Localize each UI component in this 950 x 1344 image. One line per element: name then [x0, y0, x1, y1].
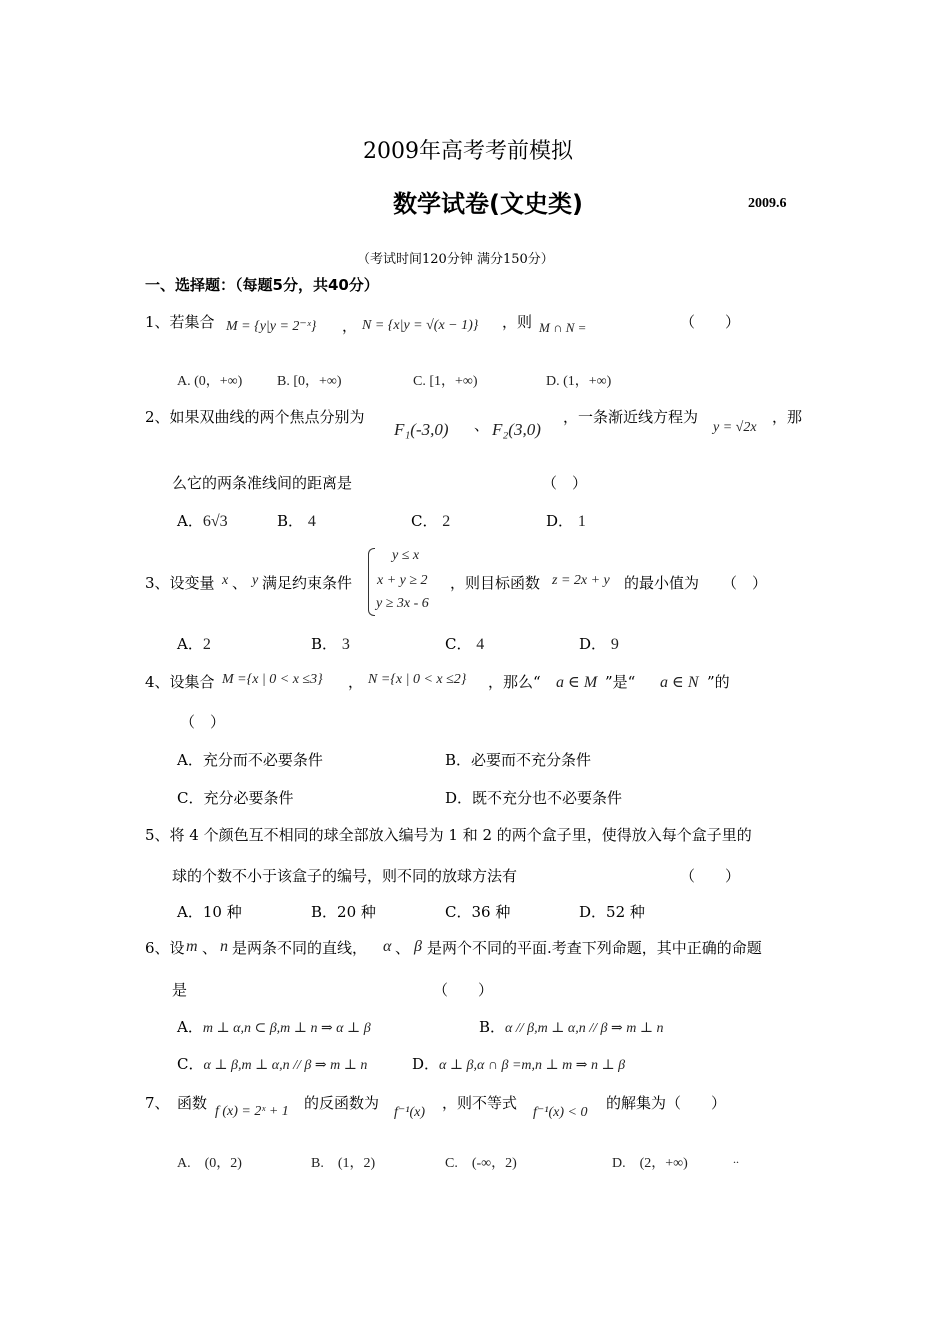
option-letter: A．: [177, 512, 203, 530]
q6-option-a[interactable]: [177, 1016, 371, 1037]
option-value: α ⊥ β,α ∩ β =m,n ⊥ m ⇒ n ⊥ β: [439, 1058, 626, 1073]
q3-paren: （ ）: [722, 574, 768, 592]
q7-post: 的解集为（ ）: [606, 1094, 727, 1112]
q1-option-a[interactable]: [177, 370, 242, 390]
q4-mid3: ”的: [707, 673, 730, 691]
q3-var-y: y: [252, 573, 259, 588]
q5-text: 5、将 4 个颜色互不相同的球全部放入编号为 1 和 2 的两个盒子里，使得放入每个盒子里的: [145, 826, 752, 844]
q4-a-in-m: a ∈ M: [556, 674, 598, 691]
q4-set-n: N ={x | 0 < x ≤2}: [368, 672, 467, 687]
q6-post: 是两个不同的平面.考查下列命题，其中正确的命题: [427, 939, 762, 957]
q6-paren: （ ）: [433, 981, 494, 999]
option-letter: D．: [579, 635, 607, 653]
q2-f1: F₁(-3,0): [394, 420, 449, 439]
q2-text-line2: 么它的两条准线间的距离是: [172, 474, 353, 492]
q1-set-m: M = {y|y = 2⁻ˣ}: [226, 319, 317, 334]
option-value: 6√3: [202, 513, 228, 530]
q6-option-d[interactable]: [412, 1053, 625, 1074]
option-letter: B.: [277, 374, 290, 389]
q6-var-m: m: [186, 938, 198, 955]
q2-sep: 、: [474, 416, 490, 434]
option-letter: C．: [411, 512, 438, 530]
q7-option-b[interactable]: B. (1，2): [311, 1156, 376, 1171]
option-letter: D．: [412, 1055, 440, 1073]
q3-option-d[interactable]: [579, 633, 619, 654]
option-value: α ⊥ β,m ⊥ α,n // β ⇒ m ⊥ n: [203, 1058, 368, 1073]
q6-mid: 是两条不同的直线，: [232, 939, 368, 957]
q7-option-d[interactable]: D. (2，+∞): [612, 1156, 688, 1171]
q3-option-b[interactable]: [311, 633, 350, 654]
q5-option-d[interactable]: D．52 种: [579, 903, 645, 921]
q6-beta: β: [414, 938, 422, 955]
q1-then: ，则: [502, 313, 533, 331]
q4-option-b[interactable]: B．必要而不充分条件: [445, 751, 592, 769]
q6-alpha: α: [383, 938, 392, 955]
q3-option-c[interactable]: [445, 633, 484, 654]
q3-constraint-3: y ≥ 3x - 6: [376, 596, 429, 611]
q4-option-a[interactable]: A．充分而不必要条件: [177, 751, 323, 769]
q2-text-b: ，一条渐近线方程为: [563, 408, 699, 426]
q3-post2: 的最小值为: [624, 574, 700, 592]
q7-trail: ..: [733, 1152, 739, 1166]
q6-text: 6、设: [145, 939, 185, 957]
option-letter: A．: [177, 635, 203, 653]
q5-option-c[interactable]: C．36 种: [445, 903, 511, 921]
exam-subtitle: 数学试卷(文史类): [393, 190, 583, 218]
q6-c2: 、: [395, 939, 411, 957]
exam-note: （考试时间120分钟 满分150分）: [357, 252, 554, 267]
q2-text-c: ，那: [772, 408, 803, 426]
q2-option-d[interactable]: [546, 510, 586, 531]
q4-mid2: ”是“: [605, 673, 636, 691]
option-value: [1，+∞): [429, 374, 478, 389]
option-letter: A.: [177, 374, 191, 389]
q2-option-a[interactable]: [177, 510, 228, 531]
q1-text: 1、若集合: [145, 313, 215, 331]
q2-option-c[interactable]: [411, 510, 450, 531]
q1-set-n: N = {x|y = √(x − 1)}: [362, 318, 479, 333]
q2-text: 2、如果双曲线的两个焦点分别为: [145, 408, 365, 426]
q7-mid1: 的反函数为: [304, 1094, 380, 1112]
option-letter: C．: [177, 1055, 204, 1073]
q5-option-a[interactable]: A．10 种: [177, 903, 242, 921]
option-letter: D.: [546, 374, 560, 389]
section-heading: 一、选择题：（每题5分，共40分）: [145, 276, 379, 294]
q6-var-n: n: [220, 938, 228, 955]
q7-function: f (x) = 2ˣ + 1: [215, 1104, 289, 1119]
q4-option-c[interactable]: C．充分必要条件: [177, 789, 294, 807]
option-letter: B．: [311, 635, 338, 653]
option-value: 2: [202, 636, 211, 653]
q4-a-in-n: a ∈ N: [660, 674, 699, 691]
q4-mid1: ，那么“: [488, 673, 541, 691]
q1-option-c[interactable]: [413, 370, 478, 390]
option-letter: B．: [479, 1018, 506, 1036]
option-value: 1: [577, 513, 586, 530]
q2-paren: （ ）: [542, 474, 588, 492]
q4-text: 4、设集合: [145, 673, 215, 691]
q2-asymptote: y = √2x: [713, 420, 757, 435]
q7-inequality: f⁻¹(x) < 0: [533, 1105, 588, 1120]
q2-option-b[interactable]: [277, 510, 316, 531]
option-value: 2: [442, 513, 451, 530]
option-value: (0，+∞): [194, 374, 243, 389]
option-value: 3: [341, 636, 350, 653]
q3-constraint-1: y ≤ x: [392, 548, 420, 563]
q7-inverse: f⁻¹(x): [394, 1105, 426, 1120]
exam-date: 2009.6: [748, 196, 787, 211]
option-value: m ⊥ α,n ⊂ β,m ⊥ n ⇒ α ⊥ β: [202, 1021, 371, 1036]
option-letter: C．: [445, 635, 472, 653]
q6-text-line2: 是: [172, 981, 188, 999]
q3-post1: ，则目标函数: [450, 574, 541, 592]
q3-mid: 满足约束条件: [262, 574, 353, 592]
q1-expr: M ∩ N =: [539, 320, 587, 335]
q6-option-c[interactable]: [177, 1053, 367, 1074]
q3-var-x: x: [222, 573, 229, 588]
q7-text: 7、 函数: [145, 1094, 208, 1112]
q5-text-line2: 球的个数不小于该盒子的编号，则不同的放球方法有: [172, 867, 518, 885]
q4-option-d[interactable]: D．既不充分也不必要条件: [445, 789, 623, 807]
option-value: [0，+∞): [293, 374, 342, 389]
q3-option-a[interactable]: [177, 633, 211, 654]
q3-constraint-2: x + y ≥ 2: [377, 573, 428, 588]
q7-option-a[interactable]: A. (0，2): [177, 1156, 242, 1171]
q5-option-b[interactable]: B．20 种: [311, 903, 376, 921]
q1-option-d[interactable]: [546, 370, 611, 390]
q2-f2: F₂(3,0): [492, 420, 541, 439]
q3-brace: [368, 548, 375, 616]
q1-sep: ，: [342, 317, 358, 335]
option-value: 4: [476, 636, 485, 653]
q4-set-m: M ={x | 0 < x ≤3}: [222, 672, 323, 687]
option-letter: C.: [413, 374, 426, 389]
q7-mid2: ，则不等式: [442, 1094, 518, 1112]
q7-option-c[interactable]: C. (-∞，2): [445, 1156, 517, 1171]
q5-paren: （ ）: [680, 867, 741, 885]
option-value: 4: [307, 513, 316, 530]
q4-paren: （ ）: [180, 713, 226, 731]
q6-c1: 、: [202, 939, 218, 957]
option-value: α // β,m ⊥ α,n // β ⇒ m ⊥ n: [505, 1021, 664, 1036]
exam-title: 2009年高考考前模拟: [363, 139, 573, 164]
option-letter: A．: [177, 1018, 203, 1036]
option-letter: D．: [546, 512, 574, 530]
q1-option-b[interactable]: [277, 370, 342, 390]
q3-comma: 、: [232, 574, 248, 592]
q6-option-b[interactable]: [479, 1016, 664, 1037]
q4-sep: ，: [348, 673, 364, 691]
q3-target: z = 2x + y: [552, 573, 610, 588]
option-letter: B．: [277, 512, 304, 530]
option-value: 9: [610, 636, 619, 653]
q3-text: 3、设变量: [145, 574, 215, 592]
option-value: (1，+∞): [563, 374, 612, 389]
q1-paren: （ ）: [680, 313, 741, 331]
